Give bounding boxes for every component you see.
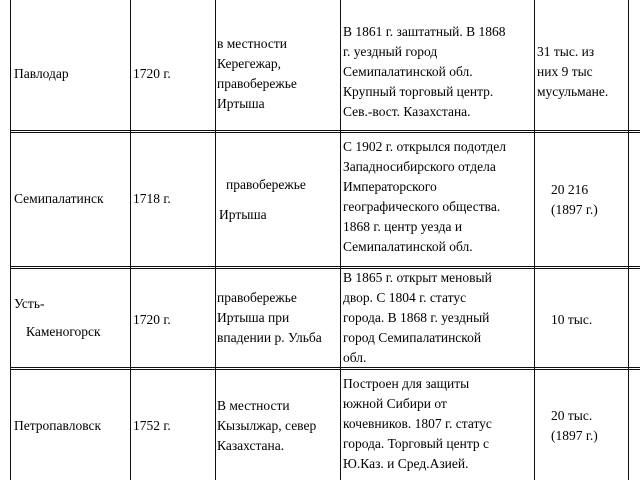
table-cell-population: 20 216 (1897 г.) bbox=[551, 182, 598, 217]
table-cell-history: В 1861 г. заштатный. В 1868 г. уездный город Семипалатинской обл. Крупный торговый центр. Сев.-вост. Казахстана. bbox=[343, 24, 506, 119]
table-cell-year: 1752 г. bbox=[133, 418, 171, 433]
table-cell-population: 31 тыс. из них 9 тыс мусульмане. bbox=[537, 44, 609, 99]
table-cell-location: в местности Керегежар, правобережье Иртыша bbox=[217, 36, 297, 111]
row-divider bbox=[10, 367, 640, 370]
table-cell-history: В 1865 г. открыт меновый двор. С 1804 г. статус города. В 1868 г. уездный город Семипалатинской обл. bbox=[343, 270, 492, 365]
row-divider bbox=[10, 130, 640, 133]
row-divider bbox=[10, 266, 640, 269]
column-divider bbox=[340, 0, 341, 480]
table-cell-location: правобережье Иртыша при впадении р. Ульба bbox=[217, 290, 322, 345]
table-cell-year: 1718 г. bbox=[133, 191, 171, 206]
table-cell-city: Петропавловск bbox=[14, 418, 102, 433]
table-cell-location: В местности Кызылжар, север Казахстана. bbox=[217, 398, 317, 453]
column-divider bbox=[130, 0, 131, 480]
table-border-left bbox=[10, 0, 11, 480]
column-divider bbox=[534, 0, 535, 480]
table-cell-city: Каменогорск bbox=[26, 324, 101, 339]
table-cell-year: 1720 г. bbox=[133, 312, 171, 327]
table-cell-year: 1720 г. bbox=[133, 66, 171, 81]
table-cell-location: правобережье bbox=[226, 177, 306, 192]
table-border-right bbox=[628, 0, 629, 480]
table-cell-population: 20 тыс. (1897 г.) bbox=[551, 408, 598, 443]
table-cell-history: С 1902 г. открылся подотдел Западносибирского отдела Императорского географического общества. 1868 г. центр уезда и Семипалатинской обл. bbox=[343, 139, 507, 254]
table-cell-population: 10 тыс. bbox=[551, 312, 593, 327]
table-cell-history: Построен для защиты южной Сибири от кочевников. 1807 г. статус города. Торговый центр с Ю.Каз. и Сред.Азией. bbox=[343, 376, 492, 471]
table-cell-location: Иртыша bbox=[219, 207, 267, 222]
table-cell-city: Семипалатинск bbox=[14, 191, 104, 206]
column-divider bbox=[215, 0, 216, 480]
table-cell-city: Усть- bbox=[14, 296, 45, 311]
table-cell-city: Павлодар bbox=[14, 66, 69, 81]
